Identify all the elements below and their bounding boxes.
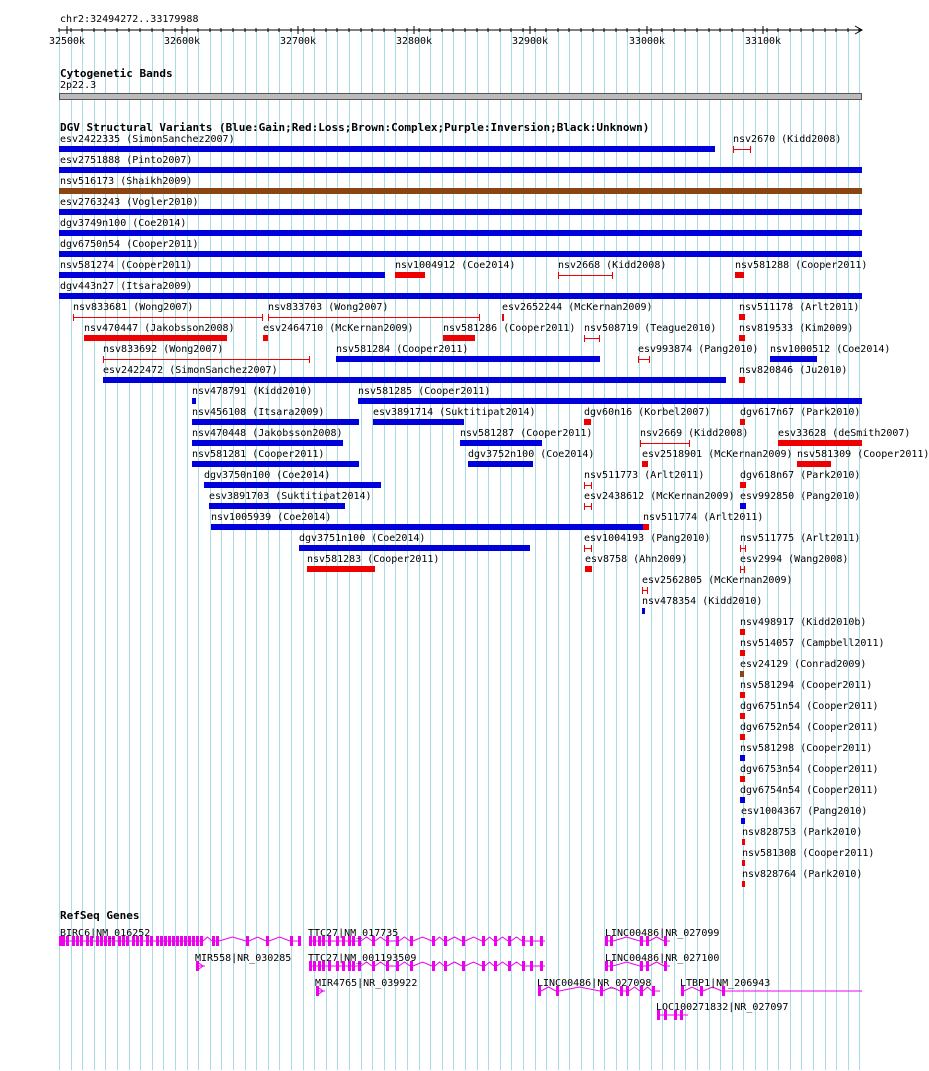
variant-label[interactable]: nsv581287 (Cooper2011) [460, 428, 593, 439]
gene-label[interactable]: LINC00486|NR_027099 [605, 928, 720, 939]
gene-exon [200, 936, 203, 946]
variant-label[interactable]: dgv3749n100 (Coe2014) [60, 218, 187, 229]
variant-label[interactable]: nsv833703 (Wong2007) [268, 302, 389, 313]
gene-label[interactable]: MIR558|NR_030285 [195, 953, 292, 964]
variant-label[interactable]: nsv828753 (Park2010) [742, 827, 863, 838]
gene-exon [172, 936, 175, 946]
variant-label[interactable]: esv2438612 (McKernan2009) [584, 491, 735, 502]
cytoband-label: 2p22.3 [60, 80, 97, 91]
variant-label[interactable]: esv992850 (Pang2010) [740, 491, 861, 502]
variant-label[interactable]: nsv1005939 (Coe2014) [211, 512, 332, 523]
variant-label[interactable]: nsv581294 (Cooper2011) [740, 680, 873, 691]
variant-label[interactable]: dgv6753n54 (Cooper2011) [740, 764, 879, 775]
gene-exon [508, 936, 511, 946]
variant-label[interactable]: nsv2669 (Kidd2008) [640, 428, 749, 439]
variant-label[interactable]: dgv618n67 (Park2010) [740, 470, 861, 481]
variant-label[interactable]: dgv3752n100 (Coe2014) [468, 449, 595, 460]
gene-label[interactable]: LINC00486|NR_027098 [537, 978, 652, 989]
variant-label[interactable]: dgv60n16 (Korbel2007) [584, 407, 711, 418]
gene-exon [246, 936, 249, 946]
variant-label[interactable]: nsv470448 (Jakobsson2008) [192, 428, 343, 439]
variant-label[interactable]: esv33628 (deSmith2007) [778, 428, 911, 439]
gene-exon [212, 936, 215, 946]
ruler-tick-label: 32500k [48, 36, 86, 47]
gene-label[interactable]: TTC27|NM_017735 [308, 928, 399, 939]
variant-label[interactable]: esv24129 (Conrad2009) [740, 659, 867, 670]
gene-exon [160, 936, 163, 946]
variant-label[interactable]: nsv828764 (Park2010) [742, 869, 863, 880]
variant-label[interactable]: nsv2670 (Kidd2008) [733, 134, 842, 145]
variant-label[interactable]: nsv516173 (Shaikh2009) [60, 176, 193, 187]
variant-label[interactable]: esv8758 (Ahn2009) [585, 554, 688, 565]
variant-label[interactable]: nsv514057 (Campbell2011) [740, 638, 885, 649]
variant-label[interactable]: esv2763243 (Vogler2010) [60, 197, 199, 208]
dgv-track-title: DGV Structural Variants (Blue:Gain;Red:Loss;Brown:Complex;Purple:Inversion;Black:Unknown) [60, 121, 650, 134]
variant-label[interactable]: nsv2668 (Kidd2008) [558, 260, 667, 271]
variant-label[interactable]: nsv581288 (Cooper2011) [735, 260, 868, 271]
gene-exon [530, 936, 533, 946]
variant-label[interactable]: esv2422335 (SimonSanchez2007) [60, 134, 235, 145]
refseq-track-title: RefSeq Genes [60, 909, 140, 922]
variant-label[interactable]: dgv6752n54 (Cooper2011) [740, 722, 879, 733]
variant-label[interactable]: nsv581283 (Cooper2011) [307, 554, 440, 565]
variant-label[interactable]: nsv1000512 (Coe2014) [770, 344, 891, 355]
cytoband-track-title: Cytogenetic Bands [60, 67, 173, 80]
gene-exon [652, 986, 655, 996]
gene-exon [530, 961, 533, 971]
variant-label[interactable]: dgv617n67 (Park2010) [740, 407, 861, 418]
gene-exon [444, 936, 447, 946]
ruler-tick-label: 32800k [395, 36, 433, 47]
variant-label[interactable]: nsv478354 (Kidd2010) [642, 596, 763, 607]
variant-label[interactable]: dgv6750n54 (Cooper2011) [60, 239, 199, 250]
region-label: chr2:32494272..33179988 [60, 14, 199, 25]
variant-label[interactable]: nsv581298 (Cooper2011) [740, 743, 873, 754]
variant-label[interactable]: esv1004193 (Pang2010) [584, 533, 711, 544]
scale-ruler [0, 0, 890, 60]
variant-label[interactable]: nsv833692 (Wong2007) [103, 344, 224, 355]
ruler-tick-label: 33000k [628, 36, 666, 47]
gene-exon [522, 961, 525, 971]
variant-label[interactable]: dgv3750n100 (Coe2014) [204, 470, 331, 481]
gene-exon [290, 936, 293, 946]
variant-label[interactable]: esv2562805 (McKernan2009) [642, 575, 793, 586]
gene-exon [410, 936, 413, 946]
variant-label[interactable]: nsv508719 (Teague2010) [584, 323, 717, 334]
variant-label[interactable]: nsv456108 (Itsara2009) [192, 407, 325, 418]
variant-label[interactable]: nsv498917 (Kidd2010b) [740, 617, 867, 628]
gene-exon [156, 936, 159, 946]
gene-exon [462, 961, 465, 971]
ruler-tick-label: 33100k [744, 36, 782, 47]
gene-exon [444, 961, 447, 971]
gene-label[interactable]: MIR4765|NR_039922 [315, 978, 418, 989]
variant-label[interactable]: nsv581284 (Cooper2011) [336, 344, 469, 355]
gene-exon [522, 936, 525, 946]
gene-exon [150, 936, 153, 946]
gene-exon [494, 961, 497, 971]
variant-label[interactable]: nsv820846 (Ju2010) [739, 365, 848, 376]
variant-label[interactable]: nsv511773 (Arlt2011) [584, 470, 705, 481]
variant-label[interactable]: esv3891703 (Suktitipat2014) [209, 491, 372, 502]
variant-label[interactable]: dgv6751n54 (Cooper2011) [740, 701, 879, 712]
variant-label[interactable]: nsv511774 (Arlt2011) [643, 512, 764, 523]
variant-label[interactable]: nsv1004912 (Coe2014) [395, 260, 516, 271]
variant-label[interactable]: nsv581285 (Cooper2011) [358, 386, 491, 397]
variant-label[interactable]: nsv511775 (Arlt2011) [740, 533, 861, 544]
variant-label[interactable]: dgv6754n54 (Cooper2011) [740, 785, 879, 796]
variant-label[interactable]: esv993874 (Pang2010) [638, 344, 759, 355]
gene-exon [482, 961, 485, 971]
gene-exon [482, 936, 485, 946]
variant-label[interactable]: dgv3751n100 (Coe2014) [299, 533, 426, 544]
variant-label[interactable]: nsv819533 (Kim2009) [739, 323, 854, 334]
ruler-tick-label: 32600k [163, 36, 201, 47]
variant-label[interactable]: nsv581274 (Cooper2011) [60, 260, 193, 271]
gene-exon [180, 936, 183, 946]
gene-exon [298, 936, 301, 946]
variant-label[interactable]: esv2994 (Wang2008) [740, 554, 849, 565]
variant-label[interactable]: esv1004367 (Pang2010) [741, 806, 868, 817]
gene-label[interactable]: TTC27|NM_001193509 [308, 953, 417, 964]
variant-label[interactable]: nsv511178 (Arlt2011) [739, 302, 860, 313]
gene-exon [164, 936, 167, 946]
variant-label[interactable]: esv2422472 (SimonSanchez2007) [103, 365, 278, 376]
variant-label[interactable]: nsv470447 (Jakobsson2008) [84, 323, 235, 334]
gene-exon [432, 936, 435, 946]
gene-label[interactable]: LOC100271832|NR_027097 [656, 1002, 789, 1013]
gene-exon [188, 936, 191, 946]
variant-label[interactable]: nsv581286 (Cooper2011) [443, 323, 576, 334]
ruler-tick-label: 32900k [511, 36, 549, 47]
gene-exon [508, 961, 511, 971]
gene-label[interactable]: BIRC6|NM_016252 [60, 928, 151, 939]
gene-label[interactable]: LTBP1|NM_206943 [680, 978, 771, 989]
variant-label[interactable]: esv2464710 (McKernan2009) [263, 323, 414, 334]
gene-exon [192, 936, 195, 946]
gene-exon [432, 961, 435, 971]
gene-exon [540, 961, 543, 971]
gene-exon [494, 936, 497, 946]
gene-label[interactable]: LINC00486|NR_027100 [605, 953, 720, 964]
variant-label[interactable]: dgv443n27 (Itsara2009) [60, 281, 193, 292]
variant-label[interactable]: esv3891714 (Suktitipat2014) [373, 407, 536, 418]
variant-label[interactable]: esv2518901 (McKernan2009) [642, 449, 793, 460]
variant-label[interactable]: nsv581281 (Cooper2011) [192, 449, 325, 460]
variant-label[interactable]: nsv478791 (Kidd2010) [192, 386, 313, 397]
variant-label[interactable]: esv2652244 (McKernan2009) [502, 302, 653, 313]
gene-exon [540, 936, 543, 946]
variant-label[interactable]: nsv581308 (Cooper2011) [742, 848, 875, 859]
gene-exon [176, 936, 179, 946]
gene-exon [184, 936, 187, 946]
gene-exon [196, 936, 199, 946]
gene-exon [216, 936, 219, 946]
variant-label[interactable]: nsv833681 (Wong2007) [73, 302, 194, 313]
ruler-tick-label: 32700k [279, 36, 317, 47]
gene-exon [462, 936, 465, 946]
gene-exon [266, 936, 269, 946]
variant-label[interactable]: nsv581309 (Cooper2011) [797, 449, 929, 460]
variant-label[interactable]: esv2751888 (Pinto2007) [60, 155, 193, 166]
gene-exon [168, 936, 171, 946]
